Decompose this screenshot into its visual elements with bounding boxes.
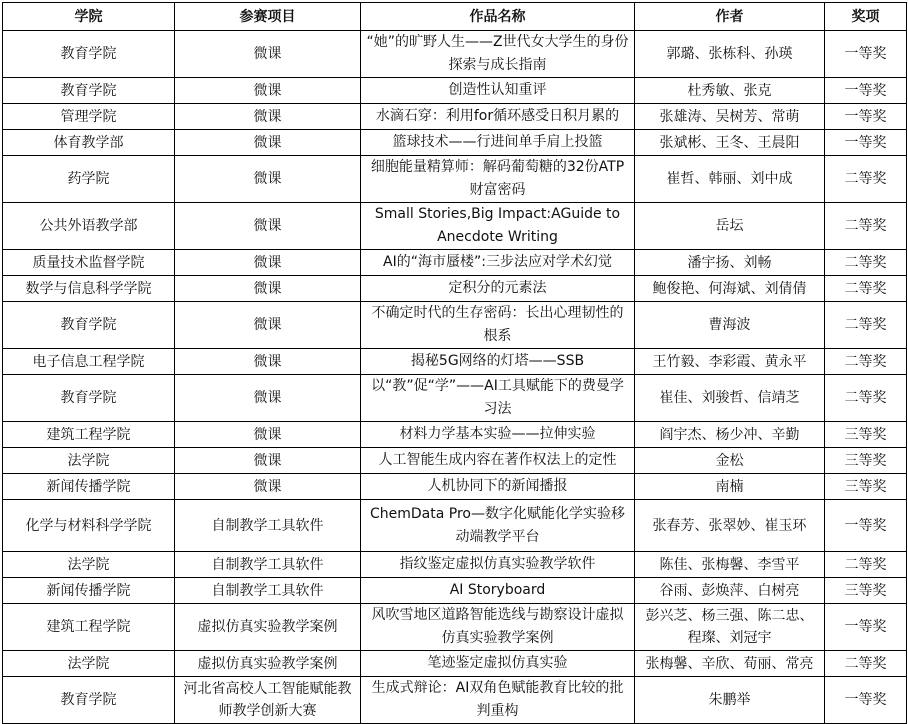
title-cell: 细胞能量精算师：解码葡萄糖的32份ATP财富密码 <box>361 156 635 203</box>
authors-cell: 岳坛 <box>635 203 825 250</box>
project-cell: 微课 <box>175 156 361 203</box>
table-row <box>3 651 907 677</box>
authors-cell: 张春芳、张翠妙、崔玉环 <box>635 500 825 552</box>
title-cell: 水滴石穿：利用for循环感受日积月累的 <box>361 104 635 130</box>
project-cell: 微课 <box>175 375 361 422</box>
authors-cell: 潘宇扬、刘畅 <box>635 250 825 276</box>
title-cell: 材料力学基本实验——拉伸实验 <box>361 422 635 448</box>
college-cell: 新闻传播学院 <box>3 578 175 604</box>
table-row <box>3 349 907 375</box>
college-cell: 数学与信息科学学院 <box>3 276 175 302</box>
title-cell: 指纹鉴定虚拟仿真实验教学软件 <box>361 552 635 578</box>
table-row <box>3 78 907 104</box>
project-cell: 自制教学工具软件 <box>175 578 361 604</box>
header-authors: 作者 <box>635 3 825 31</box>
college-cell: 电子信息工程学院 <box>3 349 175 375</box>
table-row <box>3 203 907 250</box>
project-cell: 微课 <box>175 422 361 448</box>
college-cell: 法学院 <box>3 552 175 578</box>
authors-cell: 彭兴芝、杨三强、陈二忠、程璨、刘冠宇 <box>635 604 825 651</box>
college-cell: 教育学院 <box>3 375 175 422</box>
college-cell: 法学院 <box>3 651 175 677</box>
authors-cell: 陈佳、张梅馨、李雪平 <box>635 552 825 578</box>
header-college: 学院 <box>3 3 175 31</box>
table-row <box>3 422 907 448</box>
college-cell: 公共外语教学部 <box>3 203 175 250</box>
award-cell: 二等奖 <box>825 250 907 276</box>
header-title: 作品名称 <box>361 3 635 31</box>
title-cell: 不确定时代的生存密码：长出心理韧性的根系 <box>361 302 635 349</box>
title-cell: AI的“海市蜃楼”:三步法应对学术幻觉 <box>361 250 635 276</box>
title-cell: 人工智能生成内容在著作权法上的定性 <box>361 448 635 474</box>
college-cell: 建筑工程学院 <box>3 422 175 448</box>
award-cell: 三等奖 <box>825 422 907 448</box>
award-cell: 三等奖 <box>825 474 907 500</box>
table-row <box>3 474 907 500</box>
project-cell: 自制教学工具软件 <box>175 500 361 552</box>
college-cell: 教育学院 <box>3 677 175 724</box>
header-project: 参赛项目 <box>175 3 361 31</box>
award-cell: 一等奖 <box>825 604 907 651</box>
award-cell: 一等奖 <box>825 104 907 130</box>
authors-cell: 朱鹏举 <box>635 677 825 724</box>
authors-cell: 鲍俊艳、何海斌、刘倩倩 <box>635 276 825 302</box>
authors-cell: 杜秀敏、张克 <box>635 78 825 104</box>
title-cell: 创造性认知重评 <box>361 78 635 104</box>
award-cell: 三等奖 <box>825 578 907 604</box>
authors-cell: 谷雨、彭焕萍、白树亮 <box>635 578 825 604</box>
award-cell: 二等奖 <box>825 302 907 349</box>
table-row <box>3 500 907 552</box>
project-cell: 微课 <box>175 203 361 250</box>
table-row <box>3 276 907 302</box>
awards-table <box>2 2 907 724</box>
college-cell: 教育学院 <box>3 302 175 349</box>
title-cell: 风吹雪地区道路智能选线与勘察设计虚拟仿真实验教学案例 <box>361 604 635 651</box>
title-cell: AI Storyboard <box>361 578 635 604</box>
project-cell: 自制教学工具软件 <box>175 552 361 578</box>
table-row <box>3 677 907 724</box>
award-cell: 二等奖 <box>825 276 907 302</box>
authors-cell: 张斌彬、王冬、王晨阳 <box>635 130 825 156</box>
award-cell: 一等奖 <box>825 31 907 78</box>
table-row <box>3 604 907 651</box>
authors-cell: 张雄涛、吴树芳、常萌 <box>635 104 825 130</box>
college-cell: 法学院 <box>3 448 175 474</box>
table-row <box>3 302 907 349</box>
award-cell: 二等奖 <box>825 552 907 578</box>
title-cell: 揭秘5G网络的灯塔——SSB <box>361 349 635 375</box>
college-cell: 教育学院 <box>3 78 175 104</box>
title-cell: “她”的旷野人生——Z世代女大学生的身份探索与成长指南 <box>361 31 635 78</box>
table-row <box>3 130 907 156</box>
project-cell: 微课 <box>175 250 361 276</box>
award-cell: 一等奖 <box>825 78 907 104</box>
table-row <box>3 448 907 474</box>
authors-cell: 王竹毅、李彩霞、黄永平 <box>635 349 825 375</box>
project-cell: 虚拟仿真实验教学案例 <box>175 651 361 677</box>
project-cell: 微课 <box>175 448 361 474</box>
project-cell: 微课 <box>175 31 361 78</box>
college-cell: 质量技术监督学院 <box>3 250 175 276</box>
award-cell: 二等奖 <box>825 651 907 677</box>
title-cell: 人机协同下的新闻播报 <box>361 474 635 500</box>
college-cell: 药学院 <box>3 156 175 203</box>
project-cell: 虚拟仿真实验教学案例 <box>175 604 361 651</box>
award-cell: 二等奖 <box>825 375 907 422</box>
title-cell: 定积分的元素法 <box>361 276 635 302</box>
award-cell: 一等奖 <box>825 130 907 156</box>
title-cell: 笔迹鉴定虚拟仿真实验 <box>361 651 635 677</box>
award-cell: 一等奖 <box>825 677 907 724</box>
table-row <box>3 250 907 276</box>
project-cell: 微课 <box>175 104 361 130</box>
college-cell: 体育教学部 <box>3 130 175 156</box>
title-cell: 篮球技术——行进间单手肩上投篮 <box>361 130 635 156</box>
authors-cell: 郭璐、张栋科、孙瑛 <box>635 31 825 78</box>
table-row <box>3 578 907 604</box>
college-cell: 教育学院 <box>3 31 175 78</box>
project-cell: 微课 <box>175 130 361 156</box>
award-cell: 一等奖 <box>825 500 907 552</box>
title-cell: Small Stories,Big Impact:AGuide to Anecdote Writing <box>361 203 635 250</box>
project-cell: 微课 <box>175 302 361 349</box>
table-body <box>3 31 907 724</box>
college-cell: 管理学院 <box>3 104 175 130</box>
table-row <box>3 375 907 422</box>
authors-cell: 南楠 <box>635 474 825 500</box>
award-cell: 二等奖 <box>825 156 907 203</box>
project-cell: 微课 <box>175 78 361 104</box>
college-cell: 建筑工程学院 <box>3 604 175 651</box>
authors-cell: 张梅馨、辛欣、荀丽、常亮 <box>635 651 825 677</box>
table-row <box>3 552 907 578</box>
table-row <box>3 156 907 203</box>
authors-cell: 崔哲、韩丽、刘中成 <box>635 156 825 203</box>
award-cell: 二等奖 <box>825 349 907 375</box>
table-row <box>3 104 907 130</box>
college-cell: 化学与材料科学学院 <box>3 500 175 552</box>
title-cell: 生成式辩论：AI双角色赋能教育比较的批判重构 <box>361 677 635 724</box>
project-cell: 微课 <box>175 349 361 375</box>
authors-cell: 金松 <box>635 448 825 474</box>
authors-cell: 阎宇杰、杨少冲、辛勤 <box>635 422 825 448</box>
title-cell: ChemData Pro—数字化赋能化学实验移动端教学平台 <box>361 500 635 552</box>
authors-cell: 曹海波 <box>635 302 825 349</box>
authors-cell: 崔佳、刘骏哲、信靖芝 <box>635 375 825 422</box>
project-cell: 微课 <box>175 474 361 500</box>
project-cell: 河北省高校人工智能赋能教师教学创新大赛 <box>175 677 361 724</box>
title-cell: 以“教”促“学”——AI工具赋能下的费曼学习法 <box>361 375 635 422</box>
project-cell: 微课 <box>175 276 361 302</box>
award-cell: 三等奖 <box>825 448 907 474</box>
award-cell: 二等奖 <box>825 203 907 250</box>
header-award: 奖项 <box>825 3 907 31</box>
header-row <box>3 3 907 31</box>
college-cell: 新闻传播学院 <box>3 474 175 500</box>
table-row <box>3 31 907 78</box>
